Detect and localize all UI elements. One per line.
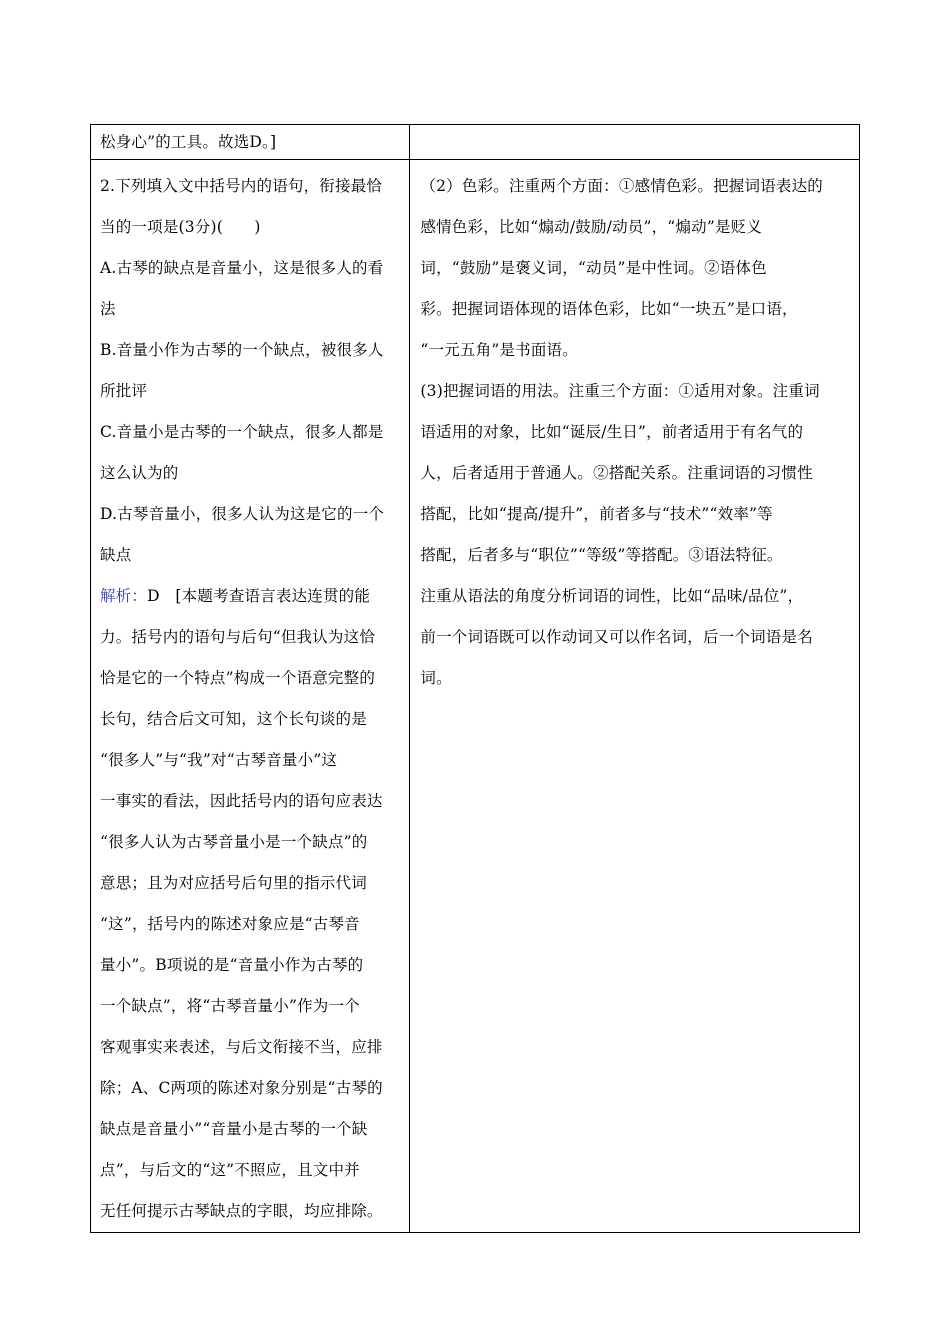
table-cell-right <box>410 125 860 160</box>
content-table <box>90 124 860 1233</box>
question-cell <box>91 160 410 1233</box>
question-stem-line: 2.下列填入文中括号内的语句，衔接最恰 <box>100 177 383 195</box>
analysis-answer: D [本题考查语言表达连贯的能 <box>147 587 371 605</box>
table-row <box>91 125 860 160</box>
notes-line: (3)把握词语的用法。注重三个方面：①适用对象。注重词 <box>420 382 820 400</box>
notes-line: “一元五角”是书面语。 <box>420 341 578 359</box>
analysis-line: 意思；且为对应括号后句里的指示代词 <box>100 874 367 892</box>
analysis-line: 长句，结合后文可知，这个长句谈的是 <box>100 710 367 728</box>
notes-line: （2）色彩。注重两个方面：①感情色彩。把握词语表达的 <box>420 177 823 195</box>
analysis-first-line <box>100 576 401 617</box>
notes-line: 前一个词语既可以作动词又可以作名词，后一个词语是名 <box>420 628 813 646</box>
notes-line: 注重从语法的角度分析词语的词性，比如“品味/品位”， <box>420 587 804 605</box>
option-c-line: C.音量小是古琴的一个缺点，很多人都是 <box>100 423 384 441</box>
analysis-line: 一事实的看法，因此括号内的语句应表达 <box>100 792 383 810</box>
option-b-line: B.音量小作为古琴的一个缺点，被很多人 <box>100 341 384 359</box>
analysis-label: 解析： <box>100 587 148 605</box>
analysis-line: 除；A、C两项的陈述对象分别是“古琴的 <box>100 1079 383 1097</box>
analysis-line: 缺点是音量小”“音量小是古琴的一个缺 <box>100 1120 368 1138</box>
table-row <box>91 160 860 1233</box>
option-b-line: 所批评 <box>100 382 148 400</box>
notes-cell <box>410 160 860 1233</box>
analysis-line: 点”，与后文的“这”不照应，且文中并 <box>100 1161 360 1179</box>
notes-line: 感情色彩，比如“煽动/鼓励/动员”，“煽动”是贬义 <box>420 218 763 236</box>
question-stem-line: 当的一项是(3分)( ) <box>100 218 261 236</box>
option-d-line: D.古琴音量小，很多人认为这是它的一个 <box>100 505 385 523</box>
analysis-line: 一个缺点”，将“古琴音量小”作为一个 <box>100 997 360 1015</box>
notes-line: 彩。把握词语体现的语体色彩，比如“一块五”是口语， <box>420 300 798 318</box>
analysis-line: 力。括号内的语句与后句“但我认为这恰 <box>100 628 376 646</box>
analysis-line: “很多人认为古琴音量小是一个缺点”的 <box>100 833 368 851</box>
analysis-line: 无任何提示古琴缺点的字眼，均应排除。 <box>100 1202 383 1220</box>
option-c-line: 这么认为的 <box>100 464 179 482</box>
option-a-line: A.古琴的缺点是音量小，这是很多人的看 <box>100 259 384 277</box>
analysis-line: “很多人”与“我”对“古琴音量小”这 <box>100 751 338 769</box>
analysis-line: 恰是它的一个特点”构成一个语意完整的 <box>100 669 376 687</box>
analysis-line: “这”，括号内的陈述对象应是“古琴音 <box>100 915 360 933</box>
option-a-line: 法 <box>100 300 116 318</box>
notes-line: 词。 <box>420 669 452 687</box>
notes-line: 词，“鼓励”是褒义词，“动员”是中性词。②语体色 <box>420 259 767 277</box>
notes-line: 搭配，后者多与“职位”“等级”等搭配。③语法特征。 <box>420 546 783 564</box>
continued-answer-line: 松身心”的工具。故选D。] <box>100 133 277 151</box>
notes-line: 搭配，比如“提高/提升”，前者多与“技术”“效率”等 <box>420 505 773 523</box>
analysis-line: 量小”。B项说的是“音量小作为古琴的 <box>100 956 364 974</box>
notes-line: 语适用的对象，比如“诞辰/生日”，前者适用于有名气的 <box>420 423 804 441</box>
option-d-line: 缺点 <box>100 546 132 564</box>
analysis-line: 客观事实来表述，与后文衔接不当，应排 <box>100 1038 383 1056</box>
table-cell-left <box>91 125 410 160</box>
notes-line: 人，后者适用于普通人。②搭配关系。注重词语的习惯性 <box>420 464 813 482</box>
